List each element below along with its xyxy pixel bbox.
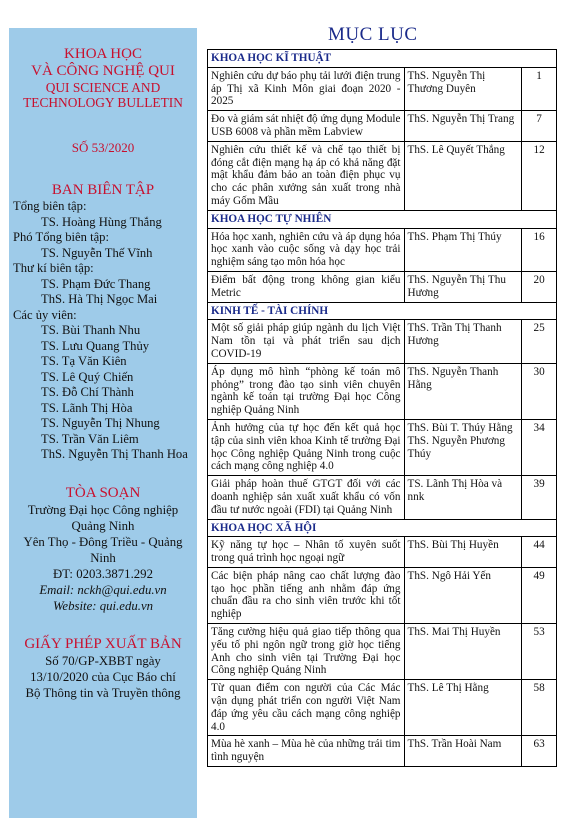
toc-page-number: 20 <box>522 271 557 302</box>
toc-article-title: Nghiên cứu dự báo phụ tải lưới điện trung áp Thị xã Kinh Môn giai đoạn 2020 - 2025 <box>208 67 405 110</box>
toc-page-number: 58 <box>522 680 557 736</box>
toc-article-author: ThS. Trần Hoài Nam <box>404 736 522 767</box>
toc-entry[interactable] <box>208 141 557 210</box>
toc-page-number: 12 <box>522 141 557 210</box>
toc-page-number: 1 <box>522 67 557 110</box>
toc-article-author: ThS. Lê Thị Hằng <box>404 680 522 736</box>
toc-article-title: Áp dụng mô hình “phòng kế toán mô phỏng” trong đào tạo sinh viên chuyên ngành kế toán tại trường Đại học Công nghiệp Quảng Ninh <box>208 363 405 419</box>
secretary: TS. Phạm Đức Thang <box>41 276 151 291</box>
editorial-board-heading: BAN BIÊN TẬP <box>51 182 155 198</box>
toc-entry[interactable] <box>208 271 557 302</box>
toc-section-header <box>208 302 557 320</box>
toc-entry[interactable] <box>208 320 557 363</box>
members-label: Các ủy viên: <box>13 307 77 322</box>
office-email[interactable]: Email: nckh@qui.edu.vn <box>39 582 167 597</box>
toc-entry[interactable] <box>208 567 557 623</box>
journal-subtitle-line1: QUI SCIENCE AND <box>45 80 161 95</box>
toc-article-title: Giải pháp hoàn thuế GTGT đối với các doanh nghiệp sản xuất xuất khẩu có vốn đầu tư nước ngoài (FDI) tại Quảng Ninh <box>208 476 405 519</box>
editor-in-chief-label: Tổng biên tập: <box>13 199 87 213</box>
toc-section-header <box>208 519 557 537</box>
toc-article-author: ThS. Bùi Thị Huyền <box>404 537 522 568</box>
board-member: TS. Nguyễn Thị Nhung <box>41 416 160 430</box>
toc-article-title: Một số giải pháp giúp ngành du lịch Việt Nam tồn tại và phát triển sau dịch COVID-19 <box>208 320 405 363</box>
toc-title: MỤC LỤC <box>328 24 418 45</box>
toc-entry[interactable] <box>208 537 557 568</box>
toc-article-title: Nghiên cứu thiết kế và chế tạo thiết bị đóng cắt điện mạng hạ áp có khả năng đặt mật khẩu đảm bảo an toàn điện phục vụ cho các phân xưởng sản xuất trong nhà máy Gốm Mầu <box>208 141 405 210</box>
board-member: TS. Trần Văn Liêm <box>41 431 139 446</box>
toc-entry[interactable] <box>208 228 557 271</box>
toc-section-name: KHOA HỌC TỰ NHIÊN <box>208 210 557 228</box>
toc-page-number: 53 <box>522 624 557 680</box>
office-phone: ĐT: 0203.3871.292 <box>53 566 153 581</box>
toc-entry[interactable] <box>208 680 557 736</box>
toc-article-author: ThS. Phạm Thị Thúy <box>404 228 522 271</box>
toc-page-number: 25 <box>522 320 557 363</box>
toc-article-author: ThS. Nguyễn Thị Trang <box>404 111 522 142</box>
toc-article-author: ThS. Ngô Hải Yến <box>404 567 522 623</box>
toc-page-number: 34 <box>522 419 557 475</box>
board-member: TS. Lê Quý Chiến <box>41 369 134 384</box>
toc-entry[interactable] <box>208 419 557 475</box>
secretary: ThS. Hà Thị Ngọc Mai <box>41 292 158 306</box>
office-name: Trường Đại học Công nghiệp Quảng Ninh <box>27 502 179 533</box>
toc-table <box>207 49 557 767</box>
office-address: Yên Thọ - Đông Triều - Quảng Ninh <box>23 534 183 565</box>
deputy-editor: TS. Nguyễn Thế Vĩnh <box>41 245 153 260</box>
toc-entry[interactable] <box>208 111 557 142</box>
toc-article-title: Kỹ năng tự học – Nhân tố xuyên suốt trong quá trình học ngoại ngữ <box>208 537 405 568</box>
office-website[interactable]: Website: qui.edu.vn <box>52 598 154 613</box>
toc-article-author: ThS. Bùi T. Thúy Hằng ThS. Nguyễn Phương Thúy <box>404 419 522 475</box>
toc-article-title: Mùa hè xanh – Mùa hè của những trái tim tình nguyện <box>208 736 405 767</box>
toc-article-author: ThS. Mai Thị Huyền <box>404 624 522 680</box>
license-line: Bộ Thông tin và Truyền thông <box>25 685 181 700</box>
toc-entry[interactable] <box>208 67 557 110</box>
toc-page-number: 16 <box>522 228 557 271</box>
license-line: Số 70/GP-XBBT ngày <box>45 653 161 668</box>
board-member: TS. Lưu Quang Thủy <box>41 338 150 353</box>
toc-article-title: Tăng cường hiệu quả giao tiếp thông qua yếu tố phi ngôn ngữ trong giờ học tiếng Anh cho sinh viên tại Trường Đại học Công nghiệp Quảng Ninh <box>208 624 405 680</box>
toc-page-number: 63 <box>522 736 557 767</box>
toc-article-author: ThS. Lê Quyết Thắng <box>404 141 522 210</box>
board-member: TS. Tạ Văn Kiên <box>41 354 127 368</box>
journal-subtitle-line2: TECHNOLOGY BULLETIN <box>23 95 183 110</box>
toc-article-title: Các biện pháp nâng cao chất lượng đào tạo học phần tiếng anh nhằm đáp ứng chuẩn đầu ra cho sinh viên trước khi tốt nghiệp <box>208 567 405 623</box>
toc-entry[interactable] <box>208 736 557 767</box>
toc-page-number: 39 <box>522 476 557 519</box>
toc-article-author: ThS. Nguyễn Thanh Hằng <box>404 363 522 419</box>
toc-article-title: Điểm bất động trong không gian kiểu Metric <box>208 271 405 302</box>
board-member: TS. Đỗ Chí Thành <box>41 385 134 399</box>
toc-article-title: Từ quan điểm con người của Các Mác vận dụng phát triển con người Việt Nam đáp ứng yêu cầu cách mạng công nghiệp 4.0 <box>208 680 405 736</box>
toc-section-name: KINH TẾ - TÀI CHÍNH <box>208 302 557 320</box>
toc-entry[interactable] <box>208 624 557 680</box>
toc-article-title: Hóa học xanh, nghiên cứu và áp dụng hóa học xanh vào cuộc sống và dạy học trải nghiệm sáng tạo môn hóa học <box>208 228 405 271</box>
toc-section-header <box>208 210 557 228</box>
toc-section-header <box>208 50 557 68</box>
secretary-label: Thư kí biên tập: <box>13 261 94 275</box>
toc-article-author: ThS. Trần Thị Thanh Hương <box>404 320 522 363</box>
deputy-label: Phó Tổng biên tập: <box>13 230 109 244</box>
toc-page-number: 30 <box>522 363 557 419</box>
board-member: TS. Lãnh Thị Hòa <box>41 400 133 415</box>
toc-article-title: Đo và giám sát nhiệt độ ứng dụng Module USB 6008 và phần mềm Labview <box>208 111 405 142</box>
journal-title-line1: KHOA HỌC <box>64 46 142 62</box>
toc-article-title: Ảnh hưởng của tự học đến kết quả học tập của sinh viên khoa Kinh tế trường Đại học Công nghiệp Quảng Ninh trong cuộc cách mạng công nghiệp 4.0 <box>208 419 405 475</box>
journal-title-line2: VÀ CÔNG NGHỆ QUI <box>31 63 175 79</box>
toc-entry[interactable] <box>208 476 557 519</box>
toc-entry[interactable] <box>208 363 557 419</box>
toc-page-number: 44 <box>522 537 557 568</box>
toc-article-author: ThS. Nguyễn Thị Thương Duyên <box>404 67 522 110</box>
license-line: 13/10/2020 của Cục Báo chí <box>30 669 176 684</box>
toc-page-number: 49 <box>522 567 557 623</box>
editor-in-chief: TS. Hoàng Hùng Thắng <box>41 214 162 229</box>
license-heading: GIẤY PHÉP XUẤT BẢN <box>24 635 182 652</box>
toc-section-name: KHOA HỌC KĨ THUẬT <box>208 50 557 68</box>
issue-number: SỐ 53/2020 <box>71 140 135 155</box>
toc-article-author: ThS. Nguyễn Thị Thu Hương <box>404 271 522 302</box>
toc-section-name: KHOA HỌC XÃ HỘI <box>208 519 557 537</box>
toc-article-author: TS. Lãnh Thị Hòa và nnk <box>404 476 522 519</box>
board-member: TS. Bùi Thanh Nhu <box>41 323 141 337</box>
masthead-panel <box>9 28 197 818</box>
toc-page-number: 7 <box>522 111 557 142</box>
office-heading: TÒA SOẠN <box>65 484 141 501</box>
board-member: ThS. Nguyễn Thị Thanh Hoa <box>41 447 188 461</box>
